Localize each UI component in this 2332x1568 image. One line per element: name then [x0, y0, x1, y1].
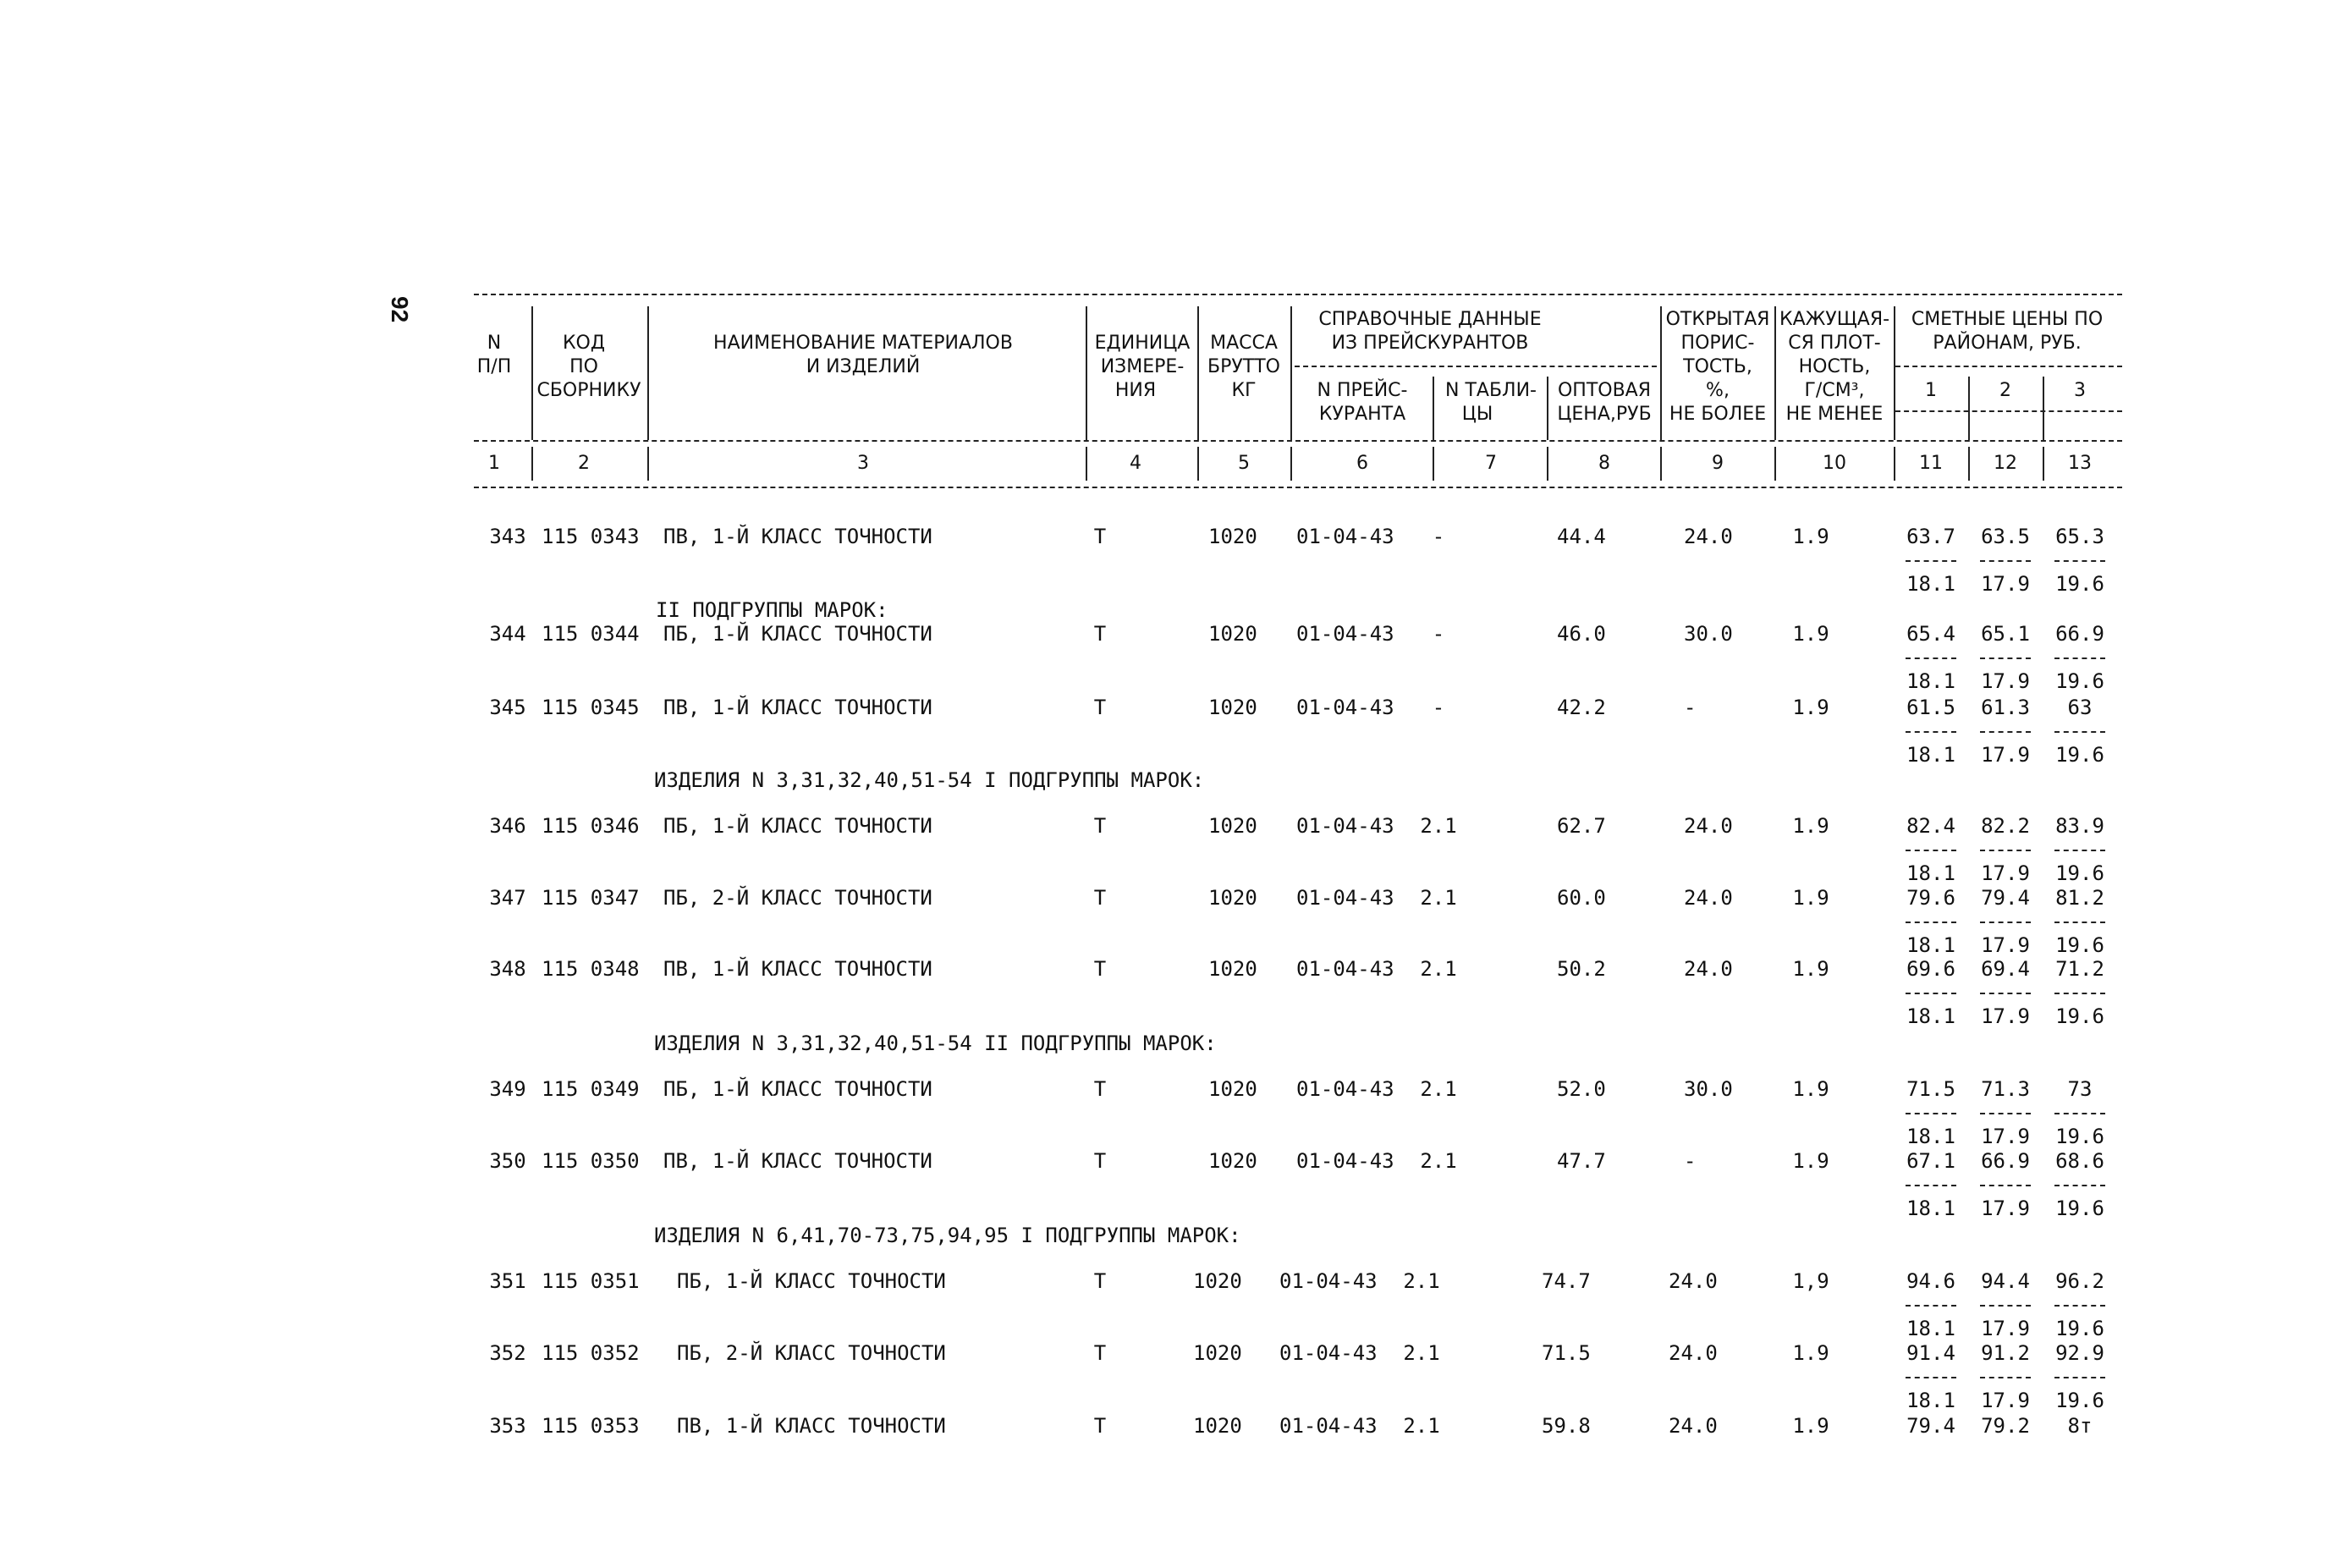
row-porosity: 24.0 — [1684, 525, 1733, 548]
row-code: 115 0348 — [542, 957, 640, 981]
row-mass: 1020 — [1208, 957, 1257, 981]
row-price-list: 01-04-43 — [1279, 1269, 1378, 1293]
row-sub-region-1: 18.1 — [1906, 743, 1955, 767]
header-col-divider-8 — [1894, 306, 1895, 440]
row-price-list: 01-04-43 — [1296, 622, 1394, 646]
column-number-10: 10 — [1823, 453, 1846, 474]
row-price-list: 01-04-43 — [1279, 1414, 1378, 1438]
row-mass: 1020 — [1208, 886, 1257, 910]
row-unit: Т — [1093, 1077, 1107, 1101]
row-wholesale-price: 71.5 — [1542, 1341, 1591, 1365]
header-col9-line5: НЕ БОЛЕЕ — [1669, 404, 1767, 425]
header-col-divider-11-12 — [1968, 377, 1970, 440]
row-price-region-3: 65.3 — [2055, 525, 2104, 548]
smet-subdivider — [1895, 366, 2122, 367]
row-sub-region-3: 19.6 — [2055, 1004, 2104, 1028]
header-col4-line3: НИЯ — [1114, 380, 1157, 401]
numbers-col-divider-4 — [1197, 447, 1199, 481]
row-price-region-3: 81.2 — [2055, 886, 2104, 910]
row-sub-region-1: 18.1 — [1906, 1389, 1955, 1412]
numbers-col-divider-7 — [1547, 447, 1548, 481]
row-code: 115 0349 — [542, 1077, 640, 1101]
row-table-number: - — [1432, 622, 1445, 646]
row-density: 1.9 — [1792, 1414, 1829, 1438]
row-wholesale-price: 74.7 — [1542, 1269, 1591, 1293]
row-price-region-2: 94.4 — [1981, 1269, 2030, 1293]
fraction-bar-3 — [2054, 993, 2105, 994]
page-number: 92 — [387, 296, 413, 323]
row-price-region-3: 71.2 — [2055, 957, 2104, 981]
row-name: ПВ, 1-Й КЛАСС ТОЧНОСТИ — [663, 696, 932, 719]
row-density: 1.9 — [1792, 886, 1829, 910]
header-col7-line1: N ТАБЛИ- — [1445, 380, 1537, 401]
row-table-number: 2.1 — [1420, 814, 1457, 838]
row-price-region-1: 65.4 — [1906, 622, 1955, 646]
row-sub-region-2: 17.9 — [1981, 933, 2030, 957]
row-price-region-3: 63 — [2067, 696, 2093, 719]
header-col9-line4: %, — [1706, 380, 1730, 401]
fraction-bar-3 — [2054, 850, 2105, 851]
regions-subdivider — [1895, 410, 2122, 412]
fraction-bar-3 — [2054, 1113, 2105, 1114]
row-sub-region-2: 17.9 — [1981, 861, 2030, 885]
row-table-number: 2.1 — [1403, 1414, 1440, 1438]
header-col10-line1: КАЖУЩАЯ- — [1779, 309, 1890, 330]
header-col3-line1: НАИМЕНОВАНИЕ МАТЕРИАЛОВ — [713, 333, 1013, 354]
row-wholesale-price: 46.0 — [1557, 622, 1606, 646]
row-wholesale-price: 50.2 — [1557, 957, 1606, 981]
column-number-2: 2 — [578, 453, 590, 474]
row-sub-region-1: 18.1 — [1906, 933, 1955, 957]
row-price-region-2: 91.2 — [1981, 1341, 2030, 1365]
row-price-list: 01-04-43 — [1296, 814, 1394, 838]
column-number-11: 11 — [1919, 453, 1943, 474]
row-price-region-2: 63.5 — [1981, 525, 2030, 548]
row-code: 115 0352 — [542, 1341, 640, 1365]
section-heading: ИЗДЕЛИЯ N 6,41,70-73,75,94,95 I ПОДГРУППЫ МАРОК: — [654, 1224, 1241, 1247]
row-price-region-3: 66.9 — [2055, 622, 2104, 646]
row-sub-region-1: 18.1 — [1906, 1317, 1955, 1340]
fraction-bar-2 — [1980, 850, 2031, 851]
row-number: 353 — [489, 1414, 526, 1438]
row-sub-region-1: 18.1 — [1906, 1125, 1955, 1148]
row-number: 345 — [489, 696, 526, 719]
header-smet-line1: СМЕТНЫЕ ЦЕНЫ ПО — [1911, 309, 2104, 330]
row-mass: 1020 — [1208, 622, 1257, 646]
row-wholesale-price: 59.8 — [1542, 1414, 1591, 1438]
fraction-bar-1 — [1906, 993, 1956, 994]
column-number-3: 3 — [857, 453, 869, 474]
row-price-region-1: 63.7 — [1906, 525, 1955, 548]
row-porosity: - — [1684, 696, 1697, 719]
row-price-region-2: 71.3 — [1981, 1077, 2030, 1101]
row-number: 346 — [489, 814, 526, 838]
header-col9-line1: ОТКРЫТАЯ — [1665, 309, 1770, 330]
header-col6-line2: КУРАНТА — [1318, 404, 1406, 425]
row-price-region-1: 71.5 — [1906, 1077, 1955, 1101]
header-col-divider-12-13 — [2043, 377, 2044, 440]
row-unit: Т — [1093, 886, 1107, 910]
row-table-number: 2.1 — [1420, 957, 1457, 981]
row-density: 1.9 — [1792, 622, 1829, 646]
fraction-bar-1 — [1906, 1305, 1956, 1307]
row-number: 344 — [489, 622, 526, 646]
column-number-8: 8 — [1598, 453, 1610, 474]
row-price-region-3: 73 — [2067, 1077, 2093, 1101]
header-col9-line2: ПОРИС- — [1680, 333, 1755, 354]
row-unit: Т — [1093, 1149, 1107, 1173]
numbers-col-divider-12 — [2043, 447, 2044, 481]
row-price-region-1: 69.6 — [1906, 957, 1955, 981]
numbers-col-divider-9 — [1774, 447, 1776, 481]
fraction-bar-1 — [1906, 560, 1956, 562]
fraction-bar-2 — [1980, 657, 2031, 659]
row-porosity: 30.0 — [1684, 1077, 1733, 1101]
row-price-region-3: 68.6 — [2055, 1149, 2104, 1173]
fraction-bar-3 — [2054, 1377, 2105, 1378]
fraction-bar-2 — [1980, 993, 2031, 994]
fraction-bar-2 — [1980, 1305, 2031, 1307]
row-price-region-1: 79.6 — [1906, 886, 1955, 910]
row-unit: Т — [1093, 1414, 1107, 1438]
row-sub-region-1: 18.1 — [1906, 861, 1955, 885]
row-code: 115 0350 — [542, 1149, 640, 1173]
row-wholesale-price: 42.2 — [1557, 696, 1606, 719]
numbers-col-divider-3 — [1086, 447, 1087, 481]
row-price-list: 01-04-43 — [1296, 696, 1394, 719]
numbers-col-divider-8 — [1660, 447, 1662, 481]
header-col-divider-5 — [1290, 306, 1292, 440]
row-table-number: 2.1 — [1420, 886, 1457, 910]
column-number-6: 6 — [1356, 453, 1368, 474]
row-code: 115 0351 — [542, 1269, 640, 1293]
row-unit: Т — [1093, 957, 1107, 981]
header-col8-line2: ЦЕНА,РУБ — [1557, 404, 1652, 425]
fraction-bar-1 — [1906, 657, 1956, 659]
row-price-region-2: 79.2 — [1981, 1414, 2030, 1438]
spravoch-subdivider — [1295, 366, 1657, 367]
row-price-region-1: 91.4 — [1906, 1341, 1955, 1365]
fraction-bar-2 — [1980, 1113, 2031, 1114]
row-price-list: 01-04-43 — [1296, 957, 1394, 981]
column-number-4: 4 — [1130, 453, 1141, 474]
header-spravoch-line2: ИЗ ПРЕЙСКУРАНТОВ — [1331, 333, 1529, 354]
header-smet-line2: РАЙОНАМ, РУБ. — [1933, 333, 2082, 354]
row-number: 350 — [489, 1149, 526, 1173]
column-number-1: 1 — [488, 453, 500, 474]
row-sub-region-3: 19.6 — [2055, 1389, 2104, 1412]
row-name: ПБ, 1-Й КЛАСС ТОЧНОСТИ — [663, 814, 932, 838]
row-table-number: - — [1432, 525, 1445, 548]
row-wholesale-price: 62.7 — [1557, 814, 1606, 838]
row-sub-region-1: 18.1 — [1906, 1197, 1955, 1220]
row-table-number: 2.1 — [1420, 1077, 1457, 1101]
header-col1-line2: П/П — [476, 356, 512, 377]
row-porosity: 24.0 — [1669, 1269, 1718, 1293]
row-name: ПБ, 1-Й КЛАСС ТОЧНОСТИ — [663, 622, 932, 646]
row-price-region-1: 82.4 — [1906, 814, 1955, 838]
numbers-col-divider-1 — [531, 447, 533, 481]
header-region-3: 3 — [2074, 380, 2086, 401]
row-sub-region-3: 19.6 — [2055, 1125, 2104, 1148]
header-separator-rule — [474, 440, 2122, 442]
header-col7-line2: ЦЫ — [1461, 404, 1493, 425]
fraction-bar-3 — [2054, 1185, 2105, 1186]
row-porosity: 30.0 — [1684, 622, 1733, 646]
header-region-1: 1 — [1925, 380, 1937, 401]
row-price-list: 01-04-43 — [1296, 886, 1394, 910]
column-number-9: 9 — [1712, 453, 1724, 474]
row-price-region-1: 79.4 — [1906, 1414, 1955, 1438]
header-col-divider-3 — [1086, 306, 1087, 440]
row-price-list: 01-04-43 — [1296, 1077, 1394, 1101]
row-unit: Т — [1093, 696, 1107, 719]
header-col-divider-7-8 — [1547, 377, 1548, 440]
row-price-region-1: 67.1 — [1906, 1149, 1955, 1173]
row-sub-region-1: 18.1 — [1906, 572, 1955, 596]
row-porosity: 24.0 — [1669, 1341, 1718, 1365]
row-porosity: 24.0 — [1684, 886, 1733, 910]
row-density: 1.9 — [1792, 957, 1829, 981]
row-table-number: 2.1 — [1403, 1269, 1440, 1293]
fraction-bar-1 — [1906, 1185, 1956, 1186]
numbers-col-divider-10 — [1894, 447, 1895, 481]
header-col10-line2: СЯ ПЛОТ- — [1788, 333, 1881, 354]
row-sub-region-1: 18.1 — [1906, 669, 1955, 693]
row-price-region-2: 61.3 — [1981, 696, 2030, 719]
row-table-number: 2.1 — [1403, 1341, 1440, 1365]
row-sub-region-2: 17.9 — [1981, 1197, 2030, 1220]
row-code: 115 0347 — [542, 886, 640, 910]
row-number: 349 — [489, 1077, 526, 1101]
row-wholesale-price: 52.0 — [1557, 1077, 1606, 1101]
row-code: 115 0346 — [542, 814, 640, 838]
header-col2-line3: СБОРНИКУ — [536, 380, 641, 401]
row-table-number: - — [1432, 696, 1445, 719]
row-unit: Т — [1093, 1341, 1107, 1365]
numbers-col-divider-11 — [1968, 447, 1970, 481]
header-col5-line2: БРУТТО — [1207, 356, 1280, 377]
row-name: ПВ, 1-Й КЛАСС ТОЧНОСТИ — [663, 525, 932, 548]
header-col2-line1: КОД — [562, 333, 606, 354]
row-wholesale-price: 47.7 — [1557, 1149, 1606, 1173]
row-porosity: 24.0 — [1684, 957, 1733, 981]
row-price-list: 01-04-43 — [1296, 525, 1394, 548]
header-region-2: 2 — [1999, 380, 2011, 401]
row-number: 352 — [489, 1341, 526, 1365]
row-code: 115 0345 — [542, 696, 640, 719]
row-number: 347 — [489, 886, 526, 910]
header-col10-line5: НЕ МЕНЕЕ — [1785, 404, 1884, 425]
header-col10-line4: Г/СМ³, — [1804, 380, 1865, 401]
fraction-bar-3 — [2054, 731, 2105, 733]
row-mass: 1020 — [1193, 1341, 1242, 1365]
header-col-divider-7 — [1774, 306, 1776, 440]
fraction-bar-1 — [1906, 731, 1956, 733]
header-col-divider-2 — [647, 306, 649, 440]
fraction-bar-3 — [2054, 1305, 2105, 1307]
row-name: ПБ, 2-Й КЛАСС ТОЧНОСТИ — [677, 1341, 946, 1365]
row-price-region-1: 61.5 — [1906, 696, 1955, 719]
fraction-bar-2 — [1980, 560, 2031, 562]
section-heading: II ПОДГРУППЫ МАРОК: — [656, 598, 888, 622]
fraction-bar-1 — [1906, 922, 1956, 923]
row-code: 115 0343 — [542, 525, 640, 548]
row-price-region-1: 94.6 — [1906, 1269, 1955, 1293]
row-table-number: 2.1 — [1420, 1149, 1457, 1173]
row-mass: 1020 — [1208, 696, 1257, 719]
fraction-bar-3 — [2054, 560, 2105, 562]
row-name: ПВ, 1-Й КЛАСС ТОЧНОСТИ — [663, 1149, 932, 1173]
row-mass: 1020 — [1193, 1269, 1242, 1293]
row-name: ПВ, 1-Й КЛАСС ТОЧНОСТИ — [663, 957, 932, 981]
row-sub-region-3: 19.6 — [2055, 743, 2104, 767]
row-porosity: 24.0 — [1684, 814, 1733, 838]
row-sub-region-2: 17.9 — [1981, 743, 2030, 767]
row-density: 1,9 — [1792, 1269, 1829, 1293]
row-sub-region-3: 19.6 — [2055, 669, 2104, 693]
row-unit: Т — [1093, 1269, 1107, 1293]
column-number-12: 12 — [1994, 453, 2017, 474]
row-price-list: 01-04-43 — [1279, 1341, 1378, 1365]
row-unit: Т — [1093, 622, 1107, 646]
header-col3-line2: И ИЗДЕЛИЙ — [806, 356, 921, 377]
row-price-region-3: 83.9 — [2055, 814, 2104, 838]
row-mass: 1020 — [1208, 814, 1257, 838]
column-number-7: 7 — [1485, 453, 1497, 474]
section-heading: ИЗДЕЛИЯ N 3,31,32,40,51-54 I ПОДГРУППЫ МАРОК: — [654, 768, 1205, 792]
fraction-bar-1 — [1906, 1377, 1956, 1378]
row-sub-region-2: 17.9 — [1981, 1004, 2030, 1028]
row-mass: 1020 — [1208, 1149, 1257, 1173]
row-porosity: 24.0 — [1669, 1414, 1718, 1438]
row-density: 1.9 — [1792, 525, 1829, 548]
row-sub-region-3: 19.6 — [2055, 572, 2104, 596]
header-col9-line3: ТОСТЬ, — [1683, 356, 1752, 377]
fraction-bar-2 — [1980, 1185, 2031, 1186]
row-price-region-3: 8т — [2067, 1414, 2093, 1438]
fraction-bar-2 — [1980, 922, 2031, 923]
fraction-bar-1 — [1906, 850, 1956, 851]
row-price-region-2: 66.9 — [1981, 1149, 2030, 1173]
row-sub-region-2: 17.9 — [1981, 572, 2030, 596]
row-name: ПВ, 1-Й КЛАСС ТОЧНОСТИ — [677, 1414, 946, 1438]
header-col5-line3: КГ — [1231, 380, 1257, 401]
row-number: 348 — [489, 957, 526, 981]
row-sub-region-2: 17.9 — [1981, 1389, 2030, 1412]
header-col4-line1: ЕДИНИЦА — [1094, 333, 1191, 354]
row-density: 1.9 — [1792, 1341, 1829, 1365]
row-porosity: - — [1684, 1149, 1697, 1173]
row-name: ПБ, 1-Й КЛАСС ТОЧНОСТИ — [663, 1077, 932, 1101]
row-code: 115 0353 — [542, 1414, 640, 1438]
row-sub-region-3: 19.6 — [2055, 1317, 2104, 1340]
row-price-region-2: 82.2 — [1981, 814, 2030, 838]
header-col5-line1: МАССА — [1210, 333, 1278, 354]
row-wholesale-price: 60.0 — [1557, 886, 1606, 910]
header-col-divider-4 — [1197, 306, 1199, 440]
header-col2-line2: ПО — [569, 356, 598, 377]
row-density: 1.9 — [1792, 696, 1829, 719]
row-number: 351 — [489, 1269, 526, 1293]
header-col-divider-6-7 — [1433, 377, 1434, 440]
row-sub-region-3: 19.6 — [2055, 933, 2104, 957]
row-name: ПБ, 2-Й КЛАСС ТОЧНОСТИ — [663, 886, 932, 910]
row-mass: 1020 — [1193, 1414, 1242, 1438]
row-unit: Т — [1093, 814, 1107, 838]
row-price-region-2: 79.4 — [1981, 886, 2030, 910]
numbers-col-divider-6 — [1433, 447, 1434, 481]
row-sub-region-3: 19.6 — [2055, 1197, 2104, 1220]
header-col1-line1: N — [487, 333, 502, 354]
fraction-bar-1 — [1906, 1113, 1956, 1114]
fraction-bar-2 — [1980, 1377, 2031, 1378]
fraction-bar-3 — [2054, 922, 2105, 923]
row-number: 343 — [489, 525, 526, 548]
row-price-region-2: 69.4 — [1981, 957, 2030, 981]
row-code: 115 0344 — [542, 622, 640, 646]
header-col-divider-6 — [1660, 306, 1662, 440]
row-price-region-3: 92.9 — [2055, 1341, 2104, 1365]
header-spravoch-line1: СПРАВОЧНЫЕ ДАННЫЕ — [1318, 309, 1542, 330]
row-price-region-2: 65.1 — [1981, 622, 2030, 646]
numbers-col-divider-5 — [1290, 447, 1292, 481]
row-density: 1.9 — [1792, 1077, 1829, 1101]
row-density: 1.9 — [1792, 814, 1829, 838]
row-mass: 1020 — [1208, 525, 1257, 548]
fraction-bar-3 — [2054, 657, 2105, 659]
row-price-list: 01-04-43 — [1296, 1149, 1394, 1173]
header-bottom-rule — [474, 487, 2122, 488]
row-sub-region-1: 18.1 — [1906, 1004, 1955, 1028]
row-density: 1.9 — [1792, 1149, 1829, 1173]
row-wholesale-price: 44.4 — [1557, 525, 1606, 548]
row-mass: 1020 — [1208, 1077, 1257, 1101]
header-top-rule — [474, 294, 2122, 295]
section-heading: ИЗДЕЛИЯ N 3,31,32,40,51-54 II ПОДГРУППЫ МАРОК: — [654, 1032, 1217, 1055]
row-sub-region-3: 19.6 — [2055, 861, 2104, 885]
header-col6-line1: N ПРЕЙС- — [1317, 380, 1408, 401]
column-number-5: 5 — [1238, 453, 1250, 474]
header-col-divider-1 — [531, 306, 533, 440]
row-unit: Т — [1093, 525, 1107, 548]
numbers-col-divider-2 — [647, 447, 649, 481]
column-number-13: 13 — [2068, 453, 2092, 474]
fraction-bar-2 — [1980, 731, 2031, 733]
row-name: ПБ, 1-Й КЛАСС ТОЧНОСТИ — [677, 1269, 946, 1293]
header-col8-line1: ОПТОВАЯ — [1557, 380, 1652, 401]
row-sub-region-2: 17.9 — [1981, 1317, 2030, 1340]
header-col10-line3: НОСТЬ, — [1798, 356, 1871, 377]
header-col4-line2: ИЗМЕРЕ- — [1100, 356, 1185, 377]
row-sub-region-2: 17.9 — [1981, 669, 2030, 693]
row-price-region-3: 96.2 — [2055, 1269, 2104, 1293]
row-sub-region-2: 17.9 — [1981, 1125, 2030, 1148]
